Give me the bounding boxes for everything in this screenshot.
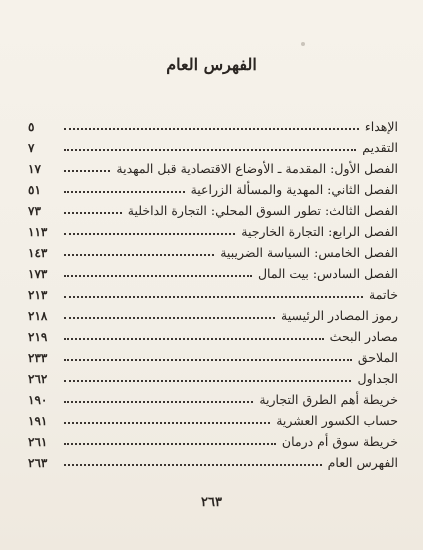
dot-leader: [64, 464, 322, 466]
toc-entry-page: ٢١٩: [28, 330, 48, 344]
toc-entry-title: الفصل الرابع: التجارة الخارجية: [241, 223, 398, 239]
paper-spot: [301, 42, 305, 46]
toc-row-chapter-3: [28, 196, 398, 217]
toc-row-general-index: [28, 448, 398, 469]
toc-row-chapter-1: [28, 154, 398, 175]
toc-entry-page: ٢٦٣: [28, 456, 48, 470]
toc-row-chapter-5: [28, 238, 398, 259]
page-title: الفهرس العام: [166, 55, 257, 74]
toc-row-omdurman-market-map: [28, 427, 398, 448]
toc-row-dedication: [28, 112, 398, 133]
dot-leader: [64, 296, 363, 298]
dot-leader: [64, 422, 270, 424]
toc-entry-page: ٥١: [28, 183, 41, 197]
toc-entry-title: الفصل السادس: بيت المال: [257, 265, 398, 281]
toc-entry-page: ١٩١: [28, 414, 48, 428]
toc-entry-page: ٢٣٣: [28, 351, 48, 365]
toc-row-decimal-fractions: [28, 406, 398, 427]
toc-entry-title: مصادر البحث: [329, 328, 398, 344]
toc-entry-title: الجداول: [357, 370, 398, 386]
dot-leader: [64, 338, 324, 340]
toc-entry-title: حساب الكسور العشرية: [276, 412, 398, 428]
toc-entry-title: خريطة سوق أم درمان: [281, 433, 398, 449]
toc-entry-page: ١٧: [28, 162, 41, 176]
toc-row-research-sources: [28, 322, 398, 343]
toc-entry-page: ١١٣: [28, 225, 48, 239]
toc-entry-title: الفصل الأول: المقدمة ـ الأوضاع الاقتصادية قبل المهدية: [116, 160, 398, 176]
toc-entry-title: التقديم: [362, 139, 398, 155]
toc-entry-title: خاتمة: [369, 286, 398, 302]
toc-row-appendices: [28, 343, 398, 364]
table-of-contents: [28, 112, 398, 469]
dot-leader: [64, 443, 276, 445]
toc-row-chapter-4: [28, 217, 398, 238]
toc-row-introduction: [28, 133, 398, 154]
toc-entry-title: الملاحق: [357, 349, 398, 365]
toc-entry-page: ١٧٣: [28, 267, 48, 281]
toc-row-chapter-6: [28, 259, 398, 280]
toc-entry-title: الإهداء: [364, 118, 398, 134]
dot-leader: [64, 275, 252, 277]
toc-entry-title: رموز المصادر الرئيسية: [281, 307, 398, 323]
toc-entry-page: ١٤٣: [28, 246, 48, 260]
toc-row-chapter-2: [28, 175, 398, 196]
toc-row-tables: [28, 364, 398, 385]
toc-row-conclusion: [28, 280, 398, 301]
toc-entry-page: ٧٣: [28, 204, 41, 218]
dot-leader: [64, 191, 185, 193]
toc-row-source-abbreviations: [28, 301, 398, 322]
dot-leader: [64, 254, 214, 256]
toc-entry-title: الفصل الثاني: المهدية والمسألة الزراعية: [190, 181, 398, 197]
toc-entry-page: ٢٦١: [28, 435, 48, 449]
dot-leader: [64, 317, 275, 319]
page-number: ٢٦٣: [201, 495, 222, 510]
dot-leader: [64, 401, 253, 403]
toc-entry-page: ٥: [28, 120, 35, 134]
toc-entry-title: الفصل الثالث: تطور السوق المحلي: التجارة الداخلية: [127, 202, 398, 218]
toc-entry-title: الفهرس العام: [327, 454, 398, 470]
dot-leader: [64, 380, 351, 382]
dot-leader: [64, 212, 122, 214]
toc-entry-page: ١٩٠: [28, 393, 48, 407]
dot-leader: [64, 170, 110, 172]
dot-leader: [64, 128, 359, 130]
dot-leader: [64, 149, 356, 151]
toc-entry-page: ٢١٨: [28, 309, 48, 323]
toc-row-trade-routes-map: [28, 385, 398, 406]
toc-entry-page: ٢٦٢: [28, 372, 48, 386]
dot-leader: [64, 359, 352, 361]
toc-entry-title: خريطة أهم الطرق التجارية: [259, 391, 398, 407]
toc-entry-page: ٧: [28, 141, 35, 155]
toc-entry-title: الفصل الخامس: السياسة الضريبية: [220, 244, 398, 260]
dot-leader: [64, 233, 235, 235]
toc-entry-page: ٢١٣: [28, 288, 48, 302]
